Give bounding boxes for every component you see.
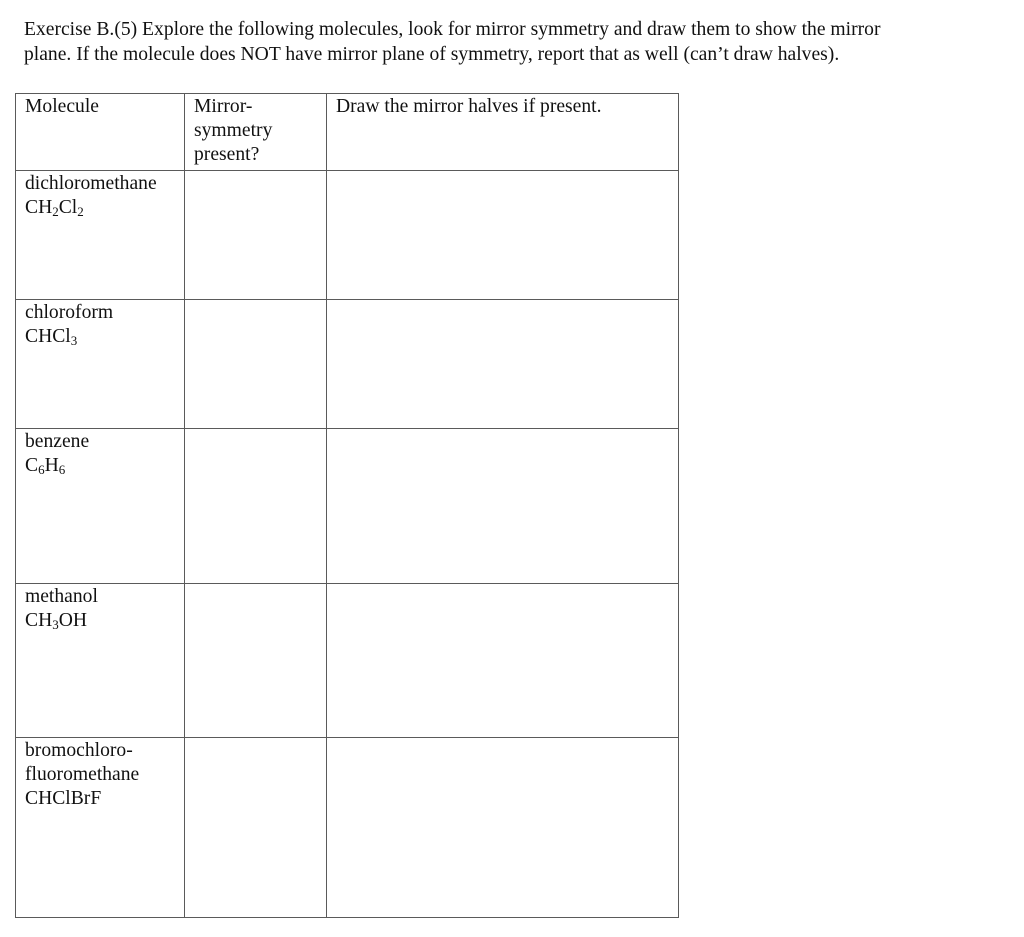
mirror-symmetry-answer-cell[interactable] — [185, 738, 327, 918]
table-header-row — [16, 94, 679, 171]
molecule-cell — [16, 584, 185, 738]
table-row — [16, 738, 679, 918]
formula-subscript: 3 — [70, 333, 78, 348]
table-row — [16, 584, 679, 738]
formula-part: CH — [25, 197, 53, 218]
molecule-name: fluoromethane — [25, 764, 140, 785]
molecule-cell — [16, 171, 185, 300]
molecule-table — [15, 93, 679, 918]
mirror-halves-drawing-cell[interactable] — [327, 738, 679, 918]
instructions-line-2: plane. If the molecule does NOT have mirror plane of symmetry, report that as well (can’t draw halves). — [24, 44, 840, 65]
molecule-formula — [25, 787, 175, 811]
table-row — [16, 171, 679, 300]
header-mirror-line-1: Mirror- — [194, 96, 253, 117]
instructions-line-1: Exercise B.(5) Explore the following molecules, look for mirror symmetry and draw them to show the mirror — [24, 19, 881, 40]
formula-subscript: 3 — [52, 617, 59, 632]
molecule-formula — [25, 196, 175, 220]
formula-subscript: 2 — [52, 204, 59, 219]
formula-part: H — [44, 455, 59, 476]
molecule-formula — [25, 325, 175, 349]
table-row — [16, 429, 679, 584]
molecule-name: benzene — [25, 431, 90, 452]
header-mirror-line-2: symmetry — [194, 120, 273, 141]
mirror-halves-drawing-cell[interactable] — [327, 300, 679, 429]
header-molecule: Molecule — [16, 94, 185, 171]
molecule-name: bromochloro- — [25, 740, 133, 761]
mirror-symmetry-answer-cell[interactable] — [185, 429, 327, 584]
mirror-halves-drawing-cell[interactable] — [327, 429, 679, 584]
formula-part: C — [25, 455, 39, 476]
molecule-cell — [16, 738, 185, 918]
formula-subscript: 6 — [38, 462, 45, 477]
mirror-symmetry-answer-cell[interactable] — [185, 300, 327, 429]
table-body — [16, 171, 679, 918]
header-draw-halves: Draw the mirror halves if present. — [327, 94, 679, 171]
molecule-cell — [16, 300, 185, 429]
molecule-name: chloroform — [25, 302, 114, 323]
formula-part: Cl — [58, 197, 78, 218]
formula-part: CHCl — [25, 326, 71, 347]
header-mirror-line-3: present? — [194, 144, 260, 165]
mirror-halves-drawing-cell[interactable] — [327, 584, 679, 738]
molecule-name: methanol — [25, 586, 98, 607]
mirror-symmetry-answer-cell[interactable] — [185, 584, 327, 738]
table-row — [16, 300, 679, 429]
formula-subscript: 6 — [58, 462, 66, 477]
molecule-name: dichloromethane — [25, 173, 157, 194]
formula-part: OH — [58, 610, 88, 631]
molecule-cell — [16, 429, 185, 584]
formula-part: CHClBrF — [25, 788, 102, 809]
mirror-symmetry-answer-cell[interactable] — [185, 171, 327, 300]
formula-subscript: 2 — [77, 204, 84, 219]
molecule-formula — [25, 454, 175, 478]
header-mirror-symmetry — [185, 94, 327, 171]
molecule-formula — [25, 609, 175, 633]
exercise-instructions — [24, 17, 1014, 67]
formula-part: CH — [25, 610, 53, 631]
mirror-halves-drawing-cell[interactable] — [327, 171, 679, 300]
